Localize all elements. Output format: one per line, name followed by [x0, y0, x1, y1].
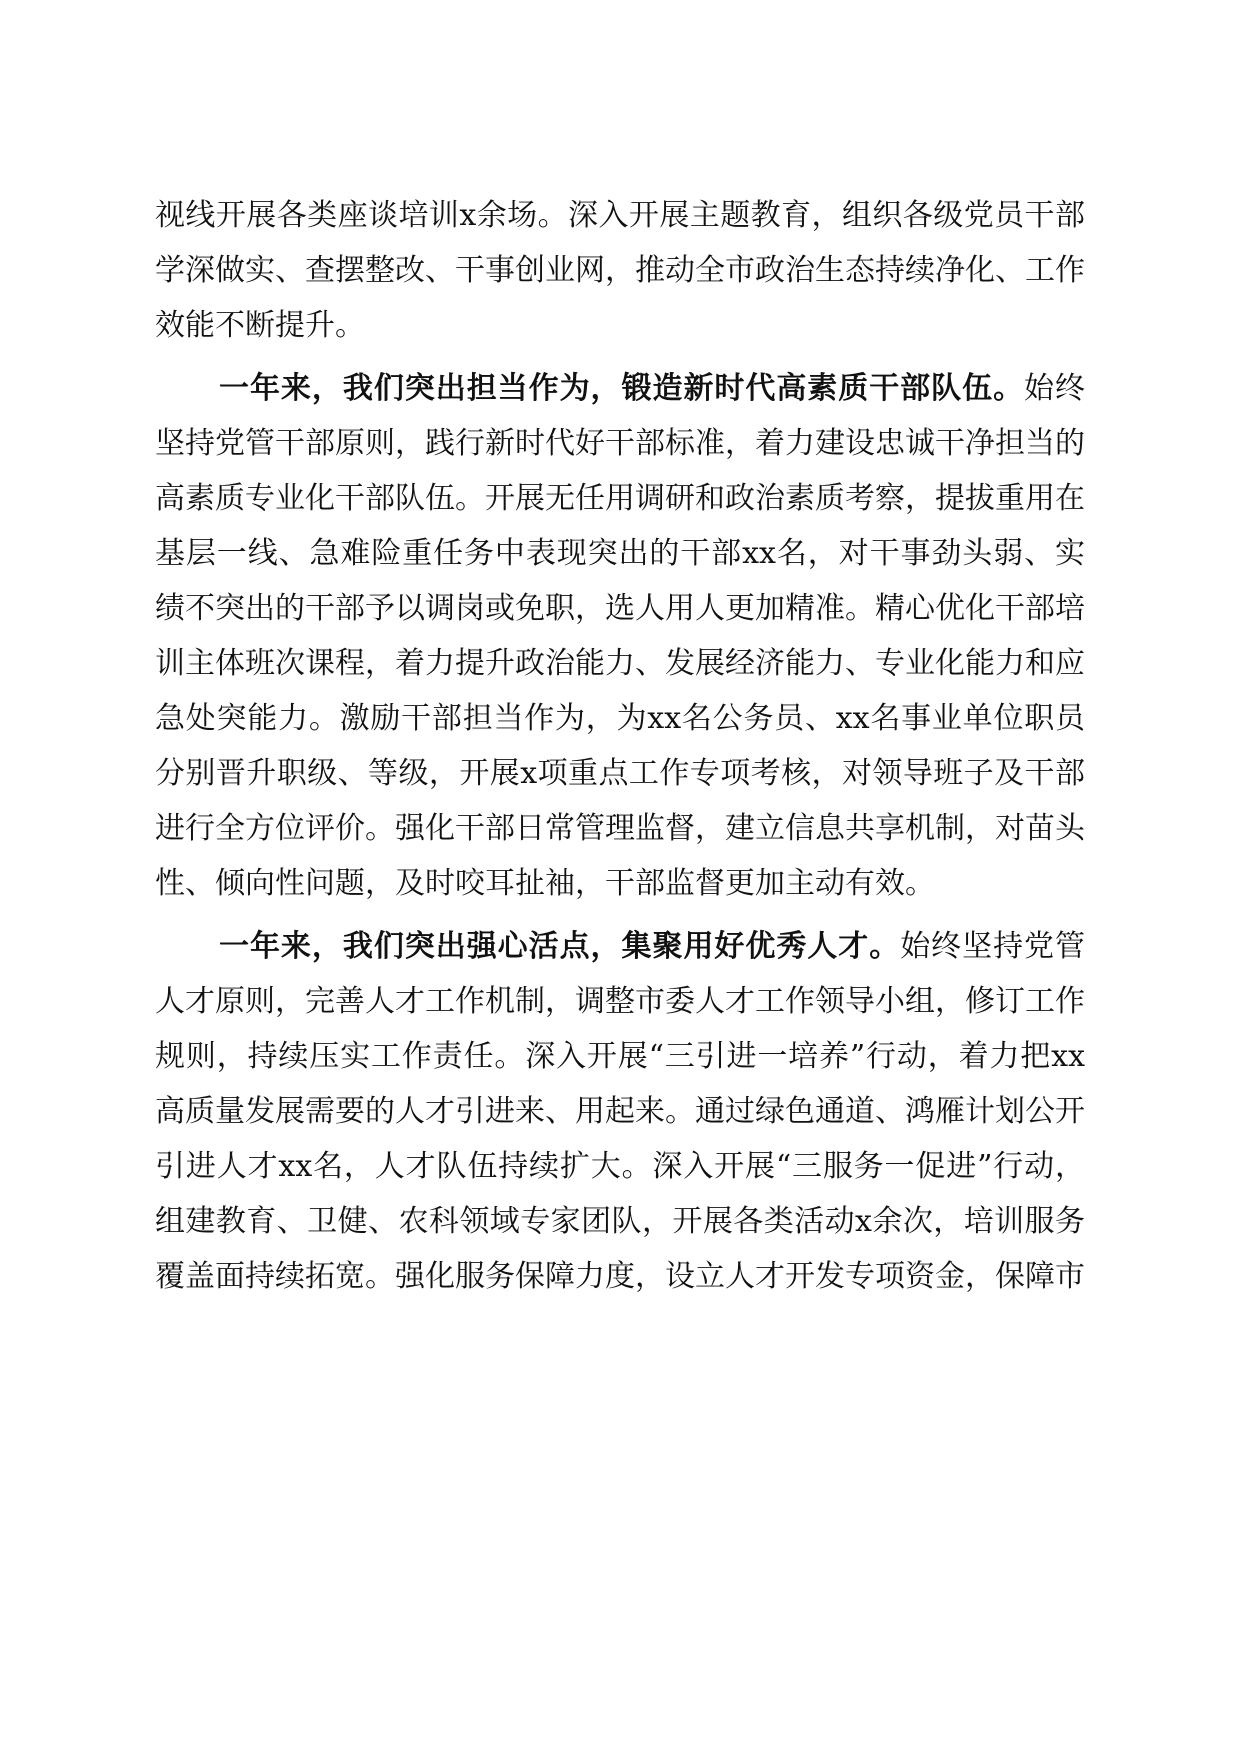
paragraph-continuation — [155, 188, 1085, 353]
paragraph-text: 视线开展各类座谈培训x余场。深入开展主题教育，组织各级党员干部学深做实、查摆整改、干事创业网，推动全市政治生态持续净化、工作效能不断提升。 — [155, 198, 1085, 343]
paragraph-lead-heading: 一年来，我们突出强心活点，集聚用好优秀人才。 — [219, 929, 901, 964]
document-body — [155, 188, 1085, 1304]
paragraph-cadre-team — [155, 361, 1085, 911]
paragraph-talent — [155, 919, 1085, 1304]
paragraph-text: 始终坚持党管干部原则，践行新时代好干部标准，着力建设忠诚干净担当的高素质专业化干部队伍。开展无任用调研和政治素质考察，提拔重用在基层一线、急难险重任务中表现突出的干部xx名，对干事劲头弱、实绩不突出的干部予以调岗或免职，选人用人更加精准。精心优化干部培训主体班次课程，着力提升政治能力、发展经济能力、专业化能力和应急处突能力。激励干部担当作为，为xx名公务员、xx名事业单位职员分别晋升职级、等级，开展x项重点工作专项考核，对领导班子及干部进行全方位评价。强化干部日常管理监督，建立信息共享机制，对苗头性、倾向性问题，及时咬耳扯袖，干部监督更加主动有效。 — [155, 371, 1086, 901]
paragraph-lead-heading: 一年来，我们突出担当作为，锻造新时代高素质干部队伍。 — [219, 371, 1025, 406]
paragraph-text: 始终坚持党管人才原则，完善人才工作机制，调整市委人才工作领导小组，修订工作规则，持续压实工作责任。深入开展“三引进一培养”行动，着力把xx高质量发展需要的人才引进来、用起来。通过绿色通道、鸿雁计划公开引进人才xx名，人才队伍持续扩大。深入开展“三服务一促进”行动，组建教育、卫健、农科领域专家团队，开展各类活动x余次，培训服务覆盖面持续拓宽。强化服务保障力度，设立人才开发专项资金，保障市 — [155, 929, 1086, 1294]
